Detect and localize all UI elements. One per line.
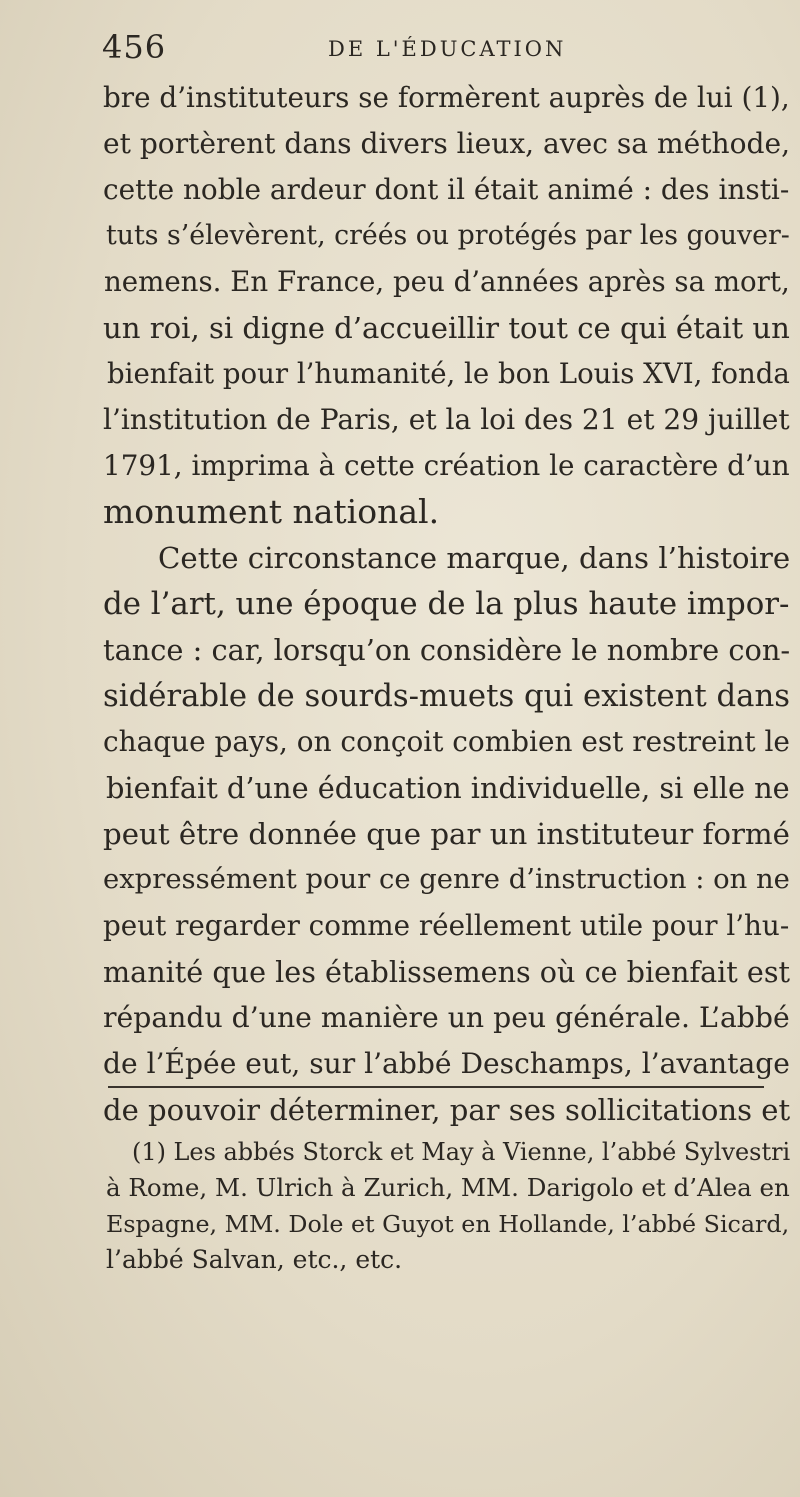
text-line: tuts s’élevèrent, créés ou protégés par les gouver-	[106, 220, 790, 251]
text-line: tance : car, lorsqu’on considère le nombre con-	[103, 633, 791, 667]
text-line: l’institution de Paris, et la loi des 21 et 29 juillet	[103, 403, 790, 436]
footnote-line: à Rome, M. Ulrich à Zurich, MM. Darigolo et d’Alea en	[106, 1173, 790, 1202]
text-line: nemens. En France, peu d’années après sa mort,	[104, 265, 790, 298]
text-line: bienfait d’une éducation individuelle, si elle ne	[106, 771, 790, 805]
text-line: bre d’instituteurs se formèrent auprès de lui (1),	[103, 81, 790, 114]
text-line: bienfait pour l’humanité, le bon Louis XVI, fonda	[107, 357, 790, 390]
text-line: peut être donnée que par un instituteur formé	[103, 817, 790, 851]
footnote-line: (1) Les abbés Storck et May à Vienne, l’abbé Sylvestri	[132, 1138, 791, 1166]
text-line: sidérable de sourds-muets qui existent dans	[103, 678, 791, 714]
footnote-line: Espagne, MM. Dole et Guyot en Hollande, l’abbé Sicard,	[106, 1210, 790, 1238]
running-head: DE L'ÉDUCATION	[328, 37, 567, 61]
text-line: de pouvoir déterminer, par ses sollicitations et	[103, 1093, 791, 1127]
footnote-divider	[108, 1086, 764, 1088]
text-line: expressément pour ce genre d’instruction : on ne	[103, 864, 790, 895]
text-line: et portèrent dans divers lieux, avec sa méthode,	[103, 127, 790, 160]
text-line: Cette circonstance marque, dans l’histoire	[158, 541, 791, 575]
text-line: un roi, si digne d’accueillir tout ce qui était un	[103, 311, 790, 345]
text-line: de l’Épée eut, sur l’abbé Deschamps, l’avantage	[103, 1047, 790, 1080]
text-line: répandu d’une manière un peu générale. L’abbé	[103, 1001, 790, 1034]
text-line: manité que les établissemens où ce bienfait est	[103, 955, 791, 989]
text-line: 1791, imprima à cette création le caractère d’un	[103, 449, 790, 482]
text-line: cette noble ardeur dont il était animé : des insti-	[103, 173, 790, 206]
text-line: de l’art, une époque de la plus haute impor-	[103, 586, 790, 622]
text-line: monument national.	[103, 492, 440, 531]
text-line: chaque pays, on conçoit combien est restreint le	[103, 725, 790, 758]
footnote-line: l’abbé Salvan, etc., etc.	[106, 1245, 403, 1274]
page-number: 456	[102, 28, 167, 66]
text-line: peut regarder comme réellement utile pour l’hu-	[103, 909, 790, 942]
page-header	[102, 28, 762, 68]
